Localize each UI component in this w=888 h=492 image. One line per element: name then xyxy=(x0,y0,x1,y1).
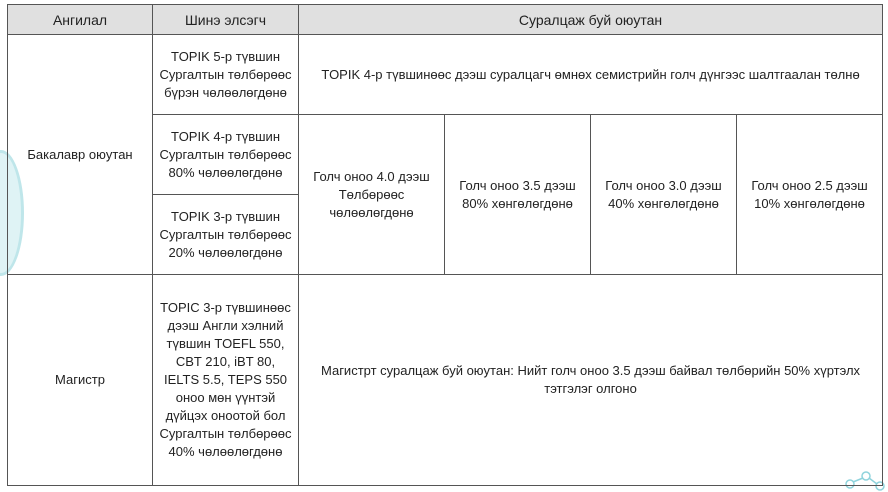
gpa-tier-2-5: Голч оноо 2.5 дээш 10% хөнгөлөгдөнө xyxy=(737,115,883,275)
scholarship-table xyxy=(7,4,883,486)
gpa-tier-3-5: Голч оноо 3.5 дээш 80% хөнгөлөгдөнө xyxy=(445,115,591,275)
header-category: Ангилал xyxy=(8,5,153,35)
category-bachelor: Бакалавр оюутан xyxy=(8,35,153,275)
header-current-student: Суралцаж буй оюутан xyxy=(299,5,883,35)
criteria-topik3: TOPIK 3-р түвшин Сургалтын төлбөрөөс 20% чөлөөлөгдөнө xyxy=(153,195,299,275)
gpa-tier-4-0: Голч оноо 4.0 дээш Төлбөрөөс чөлөөлөгдөнө xyxy=(299,115,445,275)
criteria-master: TOPIC 3-р түвшинөөс дээш Англи хэлний түвшин TOEFL 550, CBT 210, iBT 80, IELTS 5.5, TEPS 550 оноо мөн үүнтэй дүйцэх оноотой бол Сургалтын төлбөрөөс 40% чөлөөлөгдөнө xyxy=(153,275,299,486)
bachelor-note: TOPIK 4-р түвшинөөс дээш суралцагч өмнөх семистрийн голч дүнгээс шалтгаалан төлнө xyxy=(299,35,883,115)
criteria-topik4: TOPIK 4-р түвшин Сургалтын төлбөрөөс 80% чөлөөлөгдөнө xyxy=(153,115,299,195)
category-master: Магистр xyxy=(8,275,153,486)
master-current: Магистрт суралцаж буй оюутан: Нийт голч оноо 3.5 дээш байвал төлбөрийн 50% хүртэлх тэтгэлэг олгоно xyxy=(299,275,883,486)
gpa-tier-3-0: Голч оноо 3.0 дээш 40% хөнгөлөгдөнө xyxy=(591,115,737,275)
header-new-student: Шинэ элсэгч xyxy=(153,5,299,35)
criteria-topik5: TOPIK 5-р түвшин Сургалтын төлбөрөөс бүрэн чөлөөлөгдөнө xyxy=(153,35,299,115)
